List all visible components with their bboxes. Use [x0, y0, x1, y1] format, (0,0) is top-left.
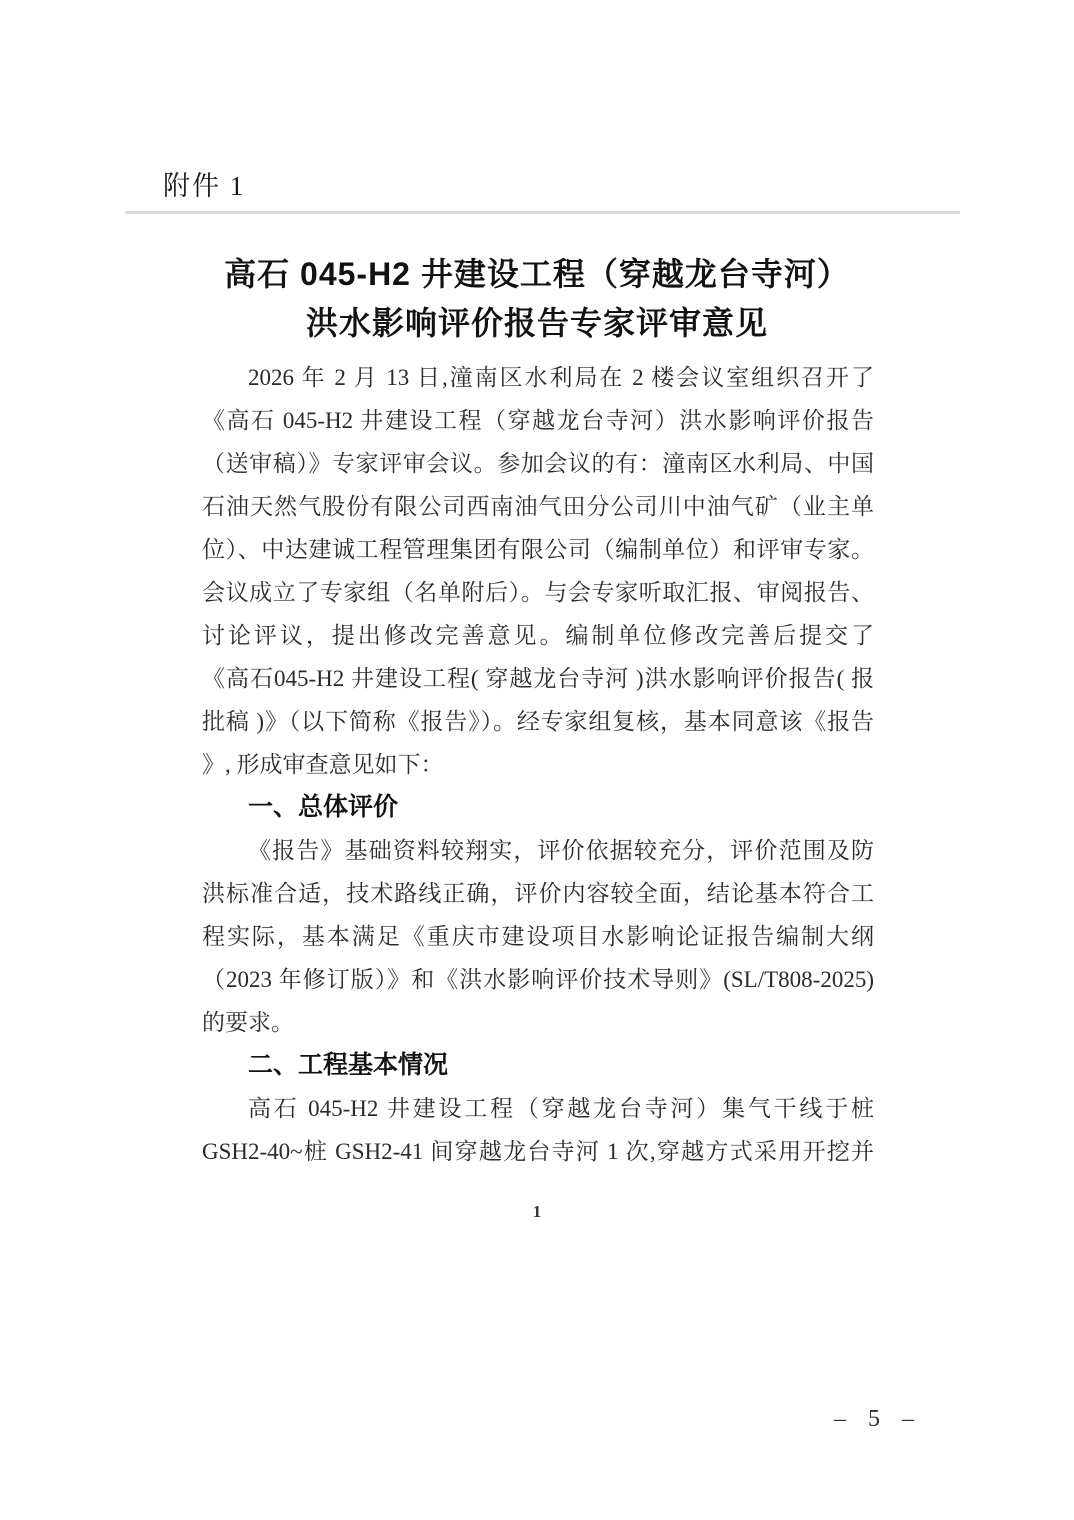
document-line: 《报告》基础资料较翔实，评价依据较充分，评价范围及防: [248, 838, 874, 863]
document-line: 高石 045-H2 井建设工程（穿越龙台寺河）集气干线于桩: [248, 1096, 874, 1121]
document-line: 会议成立了专家组（名单附后）。与会专家听取汇报、审阅报告、: [202, 580, 874, 605]
document-line: 批稿 )》（以下简称《报告》）。经专家组复核，基本同意该《报告: [202, 709, 874, 734]
document-line: 程实际，基本满足《重庆市建设项目水影响论证报告编制大纲: [202, 924, 874, 949]
document-line: （2023 年修订版）》和《洪水影响评价技术导则》(SL/T808-2025): [202, 967, 874, 992]
document-title-line2: 洪水影响评价报告专家评审意见: [305, 305, 768, 341]
document-line: 讨论评议，提出修改完善意见。编制单位修改完善后提交了: [202, 623, 874, 648]
page-number: – 5 –: [834, 1406, 922, 1432]
document-line: 洪标准合适，技术路线正确，评价内容较全面，结论基本符合工: [202, 881, 874, 906]
document-line: （送审稿）》专家评审会议。参加会议的有：潼南区水利局、中国: [202, 451, 874, 476]
document-line: 》, 形成审查意见如下：: [202, 752, 444, 777]
document-line: 《高石 045-H2 井建设工程（穿越龙台寺河）洪水影响评价报告: [202, 408, 874, 433]
document-title: [0, 250, 1074, 348]
document-body: [202, 356, 874, 1173]
document-line: 位）、中达建诚工程管理集团有限公司（编制单位）和评审专家。: [202, 537, 874, 562]
document-line: 石油天然气股份有限公司西南油气田分公司川中油气矿（业主单: [202, 494, 874, 519]
inner-page-number: 1: [532, 1202, 542, 1221]
header-rule: [125, 211, 960, 214]
document-line: 《高石045-H2 井建设工程( 穿越龙台寺河 )洪水影响评价报告( 报: [202, 666, 874, 691]
document-line: GSH2-40~桩 GSH2-41 间穿越龙台寺河 1 次,穿越方式采用开挖并: [202, 1139, 874, 1164]
attachment-label: 附件 1: [163, 171, 246, 201]
document-line: 2026 年 2 月 13 日,潼南区水利局在 2 楼会议室组织召开了: [248, 365, 874, 390]
section-heading: 二、工程基本情况: [248, 1051, 449, 1079]
section-heading: 一、总体评价: [248, 793, 399, 821]
document-line: 的要求。: [202, 1010, 294, 1035]
document-title-line1: 高石 045-H2 井建设工程（穿越龙台寺河）: [224, 256, 850, 292]
